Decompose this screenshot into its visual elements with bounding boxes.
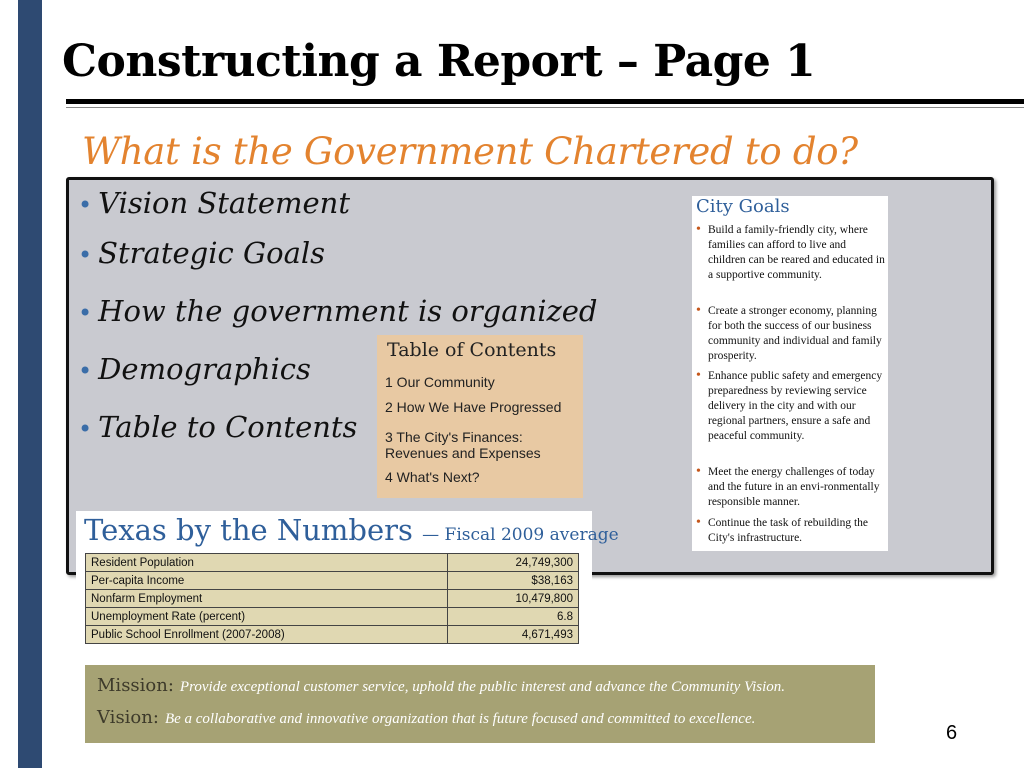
page-number: 6 — [946, 722, 958, 744]
texas-numbers-box — [76, 511, 619, 651]
toc-item: 3 The City's Finances: Revenues and Expenses — [385, 429, 541, 461]
table-row — [86, 608, 579, 626]
row-label: Public School Enrollment (2007-2008) — [86, 626, 448, 644]
row-label: Nonfarm Employment — [86, 590, 448, 608]
row-value: 4,671,493 — [448, 626, 579, 644]
texas-title — [84, 513, 619, 547]
mission-vision-box — [85, 665, 875, 743]
bullet-item — [78, 294, 598, 328]
row-value: 6.8 — [448, 608, 579, 626]
table-row — [86, 626, 579, 644]
title-divider — [66, 99, 1024, 104]
bullet-icon: • — [78, 299, 93, 327]
bullet-text: Table to Contents — [98, 410, 358, 444]
vision-line — [97, 707, 755, 728]
bullet-item — [78, 352, 311, 386]
texas-title-text: Texas by the Numbers — [84, 513, 413, 547]
bullet-icon: • — [78, 415, 93, 443]
mission-line — [97, 675, 785, 696]
row-value: 24,749,300 — [448, 554, 579, 572]
title-divider-thin — [66, 107, 1024, 108]
toc-item: 2 How We Have Progressed — [385, 399, 562, 415]
table-of-contents-box — [377, 335, 583, 498]
city-goal-item: • Create a stronger economy, planning for both the success of our business community and individual and family prosperity. — [708, 304, 886, 364]
toc-item: 4 What's Next? — [385, 469, 480, 485]
texas-subtitle: — Fiscal 2009 average — [422, 525, 619, 545]
bullet-text: How the government is organized — [98, 294, 598, 328]
city-goal-item: • Enhance public safety and emergency preparedness by reviewing service delivery in the city and with our regional partners, ensure a safe and peaceful community. — [708, 369, 886, 444]
vision-label: Vision: — [97, 707, 159, 728]
slide-title: Constructing a Report – Page 1 — [62, 36, 816, 87]
bullet-icon: • — [78, 241, 93, 269]
slide-subtitle: What is the Government Chartered to do? — [82, 130, 858, 173]
row-label: Per-capita Income — [86, 572, 448, 590]
bullet-text: Demographics — [98, 352, 311, 386]
bullet-icon: • — [78, 191, 93, 219]
toc-item: 1 Our Community — [385, 374, 495, 390]
bullet-text: Strategic Goals — [98, 236, 326, 270]
toc-title: Table of Contents — [387, 339, 557, 361]
bullet-item — [78, 236, 325, 270]
left-accent-bar — [18, 0, 42, 768]
mission-text: Provide exceptional customer service, uphold the public interest and advance the Community Vision. — [179, 679, 786, 695]
row-label: Unemployment Rate (percent) — [86, 608, 448, 626]
city-goal-item: • Continue the task of rebuilding the City's infrastructure. — [708, 516, 886, 546]
bullet-icon: • — [78, 357, 93, 385]
city-goal-item: • Build a family-friendly city, where families can afford to live and children can be reared and educated in a supportive community. — [708, 223, 886, 283]
city-goals-title: City Goals — [696, 196, 790, 217]
bullet-item — [78, 410, 357, 444]
row-label: Resident Population — [86, 554, 448, 572]
table-row — [86, 554, 579, 572]
city-goals-box — [692, 196, 888, 551]
bullet-text: Vision Statement — [98, 186, 350, 220]
mission-label: Mission: — [97, 675, 174, 696]
bullet-item — [78, 186, 350, 220]
vision-text: Be a collaborative and innovative organization that is future focused and committed to excellence. — [164, 711, 756, 727]
texas-table — [85, 553, 579, 644]
table-row — [86, 572, 579, 590]
row-value: $38,163 — [448, 572, 579, 590]
table-row — [86, 590, 579, 608]
row-value: 10,479,800 — [448, 590, 579, 608]
city-goal-item: • Meet the energy challenges of today and the future in an envi-ronmentally responsible manner. — [708, 465, 886, 510]
